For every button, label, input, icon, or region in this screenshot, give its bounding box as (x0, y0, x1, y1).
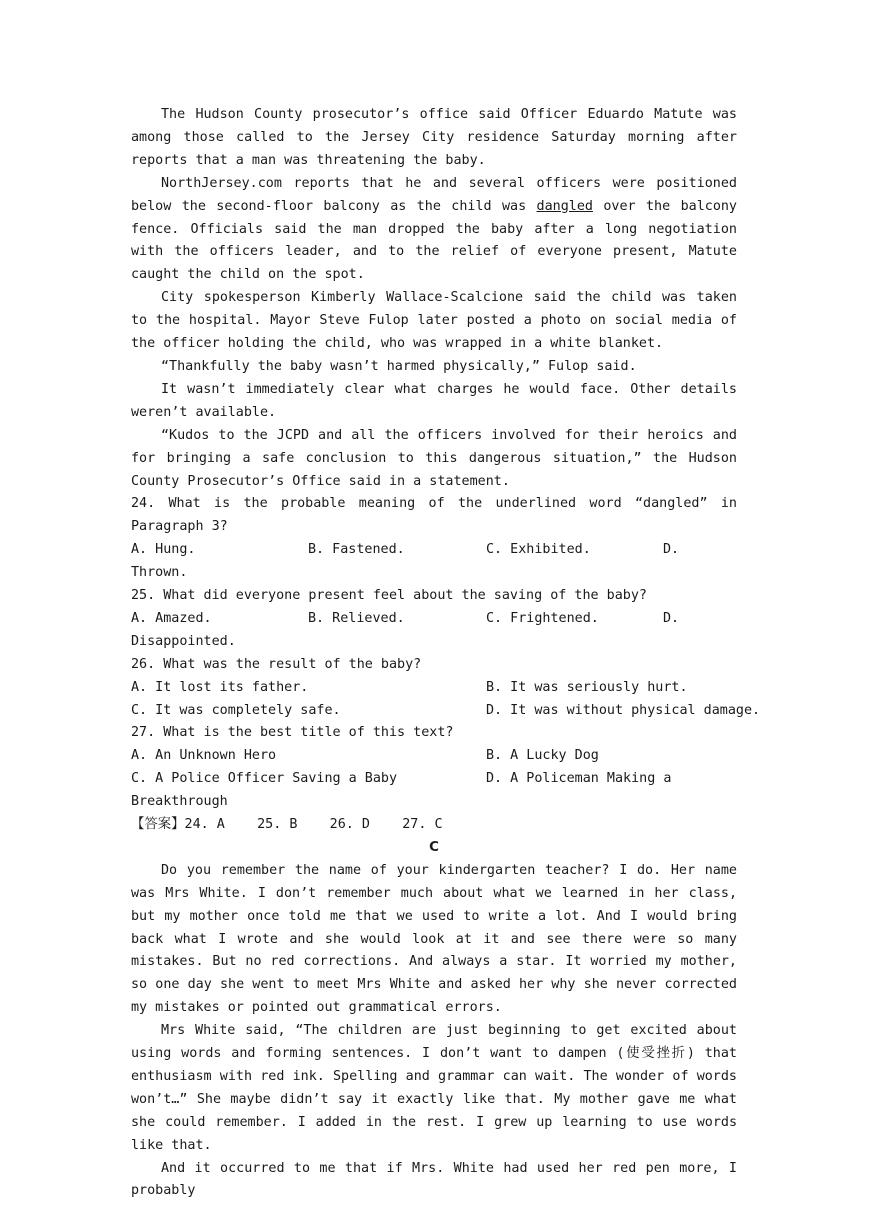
underlined-word: dangled (536, 198, 593, 214)
paragraph: City spokesperson Kimberly Wallace-Scalcione said the child was taken to the hospital. Mayor Steve Fulop later posted a photo on social media of the officer holding the child, who was wrapped in a white blanket. (131, 290, 737, 352)
question-options (131, 539, 737, 562)
question-options (131, 608, 737, 631)
paragraph: The Hudson County prosecutor’s office said Officer Eduardo Matute was among those called to the Jersey City residence Saturday morning after reports that a man was threatening the baby. (131, 107, 737, 168)
option-c: C. A Police Officer Saving a Baby (131, 771, 398, 787)
option-c: C. Exhibited. (486, 542, 591, 558)
paragraph-text: NorthJersey.com reports that he and several officers were positioned below the second-floor balcony as the child was (131, 175, 737, 214)
option-b: B. A Lucky Dog (486, 748, 599, 764)
question-options (131, 745, 737, 768)
option-d-marker: D. (663, 542, 680, 558)
paragraph: “Kudos to the JCPD and all the officers involved for their heroics and for bringing a safe conclusion to this dangerous situation,” the Hudson County Prosecutor’s Office said in a statement. (131, 427, 737, 489)
question-stem: 25. What did everyone present feel about the saving of the baby? (131, 588, 647, 604)
document-page (131, 104, 761, 1203)
question-stem: 24. What is the probable meaning of the underlined word “dangled” in Paragraph 3? (131, 496, 737, 535)
section-heading: C (429, 839, 439, 855)
option-a: A. An Unknown Hero (131, 748, 277, 764)
option-a: A. Hung. (131, 542, 196, 558)
option-b: B. Relieved. (308, 610, 405, 626)
question-options (131, 768, 737, 791)
option-d-marker: D. (663, 610, 680, 626)
option-d: D. It was without physical damage. (486, 702, 761, 718)
question-stem: 27. What is the best title of this text? (131, 725, 454, 741)
paragraph-text: over the balcony fence. Officials said the man dropped the baby after a long negotiation with the officers leader, and to the relief of everyone present, Matute caught the child on the spot. (131, 198, 737, 283)
answer-key: 【答案】24. A 25. B 26. D 27. C (131, 817, 443, 832)
option-c: C. It was completely safe. (131, 702, 341, 718)
paragraph: Do you remember the name of your kindergarten teacher? I do. Her name was Mrs White. I don’t remember much about what we learned in her class, but my mother once told me that we used to write a lot. And I would bring back what I wrote and she would look at it and see there were so many mistakes. But no red corrections. And always a star. It worried my mother, so one day she went to meet Mrs White and asked her why she never corrected my mistakes or pointed out grammatical errors. (131, 862, 737, 1016)
option-c: C. Frightened. (486, 610, 599, 626)
option-d-start: D. A Policeman Making a (486, 771, 672, 787)
paragraph (131, 173, 737, 288)
option-b: B. Fastened. (308, 542, 405, 558)
paragraph: “Thankfully the baby wasn’t harmed physically,” Fulop said. (161, 358, 637, 374)
option-a: A. It lost its father. (131, 679, 309, 695)
option-d-overflow: Thrown. (131, 565, 188, 581)
option-b: B. It was seriously hurt. (486, 679, 688, 695)
paragraph: It wasn’t immediately clear what charges he would face. Other details weren’t available. (131, 381, 737, 420)
paragraph: Mrs White said, “The children are just beginning to get excited about using words and forming sentences. I don’t want to dampen (使受挫折) that enthusiasm with red ink. Spelling and grammar can wait. The wonder of words won’t…” She maybe didn’t say it exactly like that. My mother gave me what she could remember. I added in the rest. I grew up learning to use words like that. (131, 1023, 737, 1153)
option-a: A. Amazed. (131, 610, 212, 626)
option-d-overflow: Disappointed. (131, 633, 236, 649)
question-options (131, 677, 737, 700)
question-options (131, 700, 761, 723)
option-d-overflow: Breakthrough (131, 794, 228, 810)
paragraph: And it occurred to me that if Mrs. White had used her red pen more, I probably (131, 1160, 737, 1199)
question-stem: 26. What was the result of the baby? (131, 656, 422, 672)
